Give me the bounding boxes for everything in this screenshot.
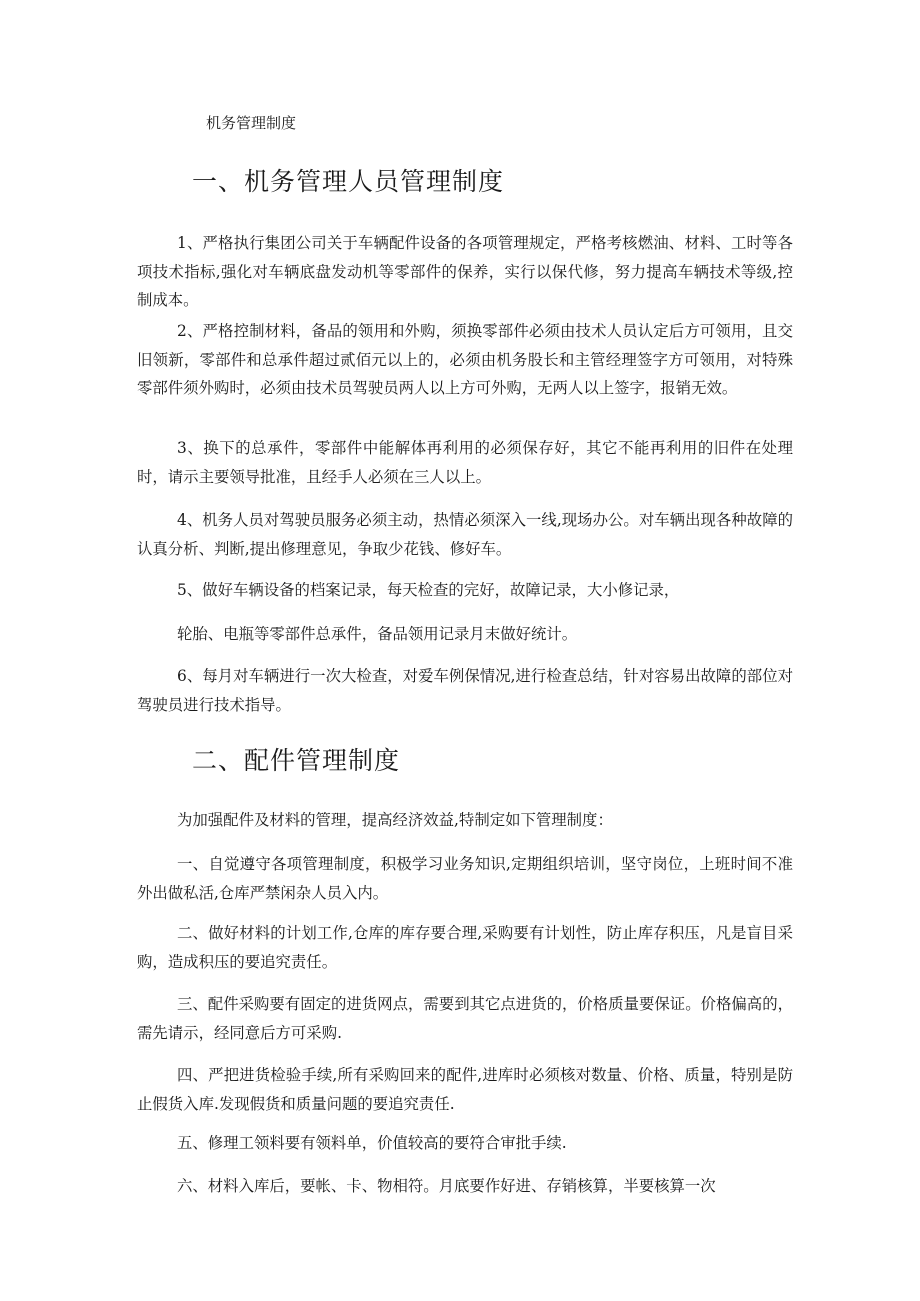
section-1-heading: 一、机务管理人员管理制度 [192,167,505,196]
section-1-item-6: 6、每月对车辆进行一次大检查，对爱车例保情况,进行检查总结，针对容易出故障的部位对驾驶员进行技术指导。 [137,667,793,714]
section-2-intro: 为加强配件及材料的管理，提高经济效益,特制定如下管理制度： [177,811,613,829]
section-1-item-1: 1、严格执行集团公司关于车辆配件设备的各项管理规定，严格考核燃油、材料、工时等各项技术指标,强化对车辆底盘发动机等零部件的保养，实行以保代修，努力提高车辆技术等级,控制成本。 [137,234,793,309]
section-1-item-5: 5、做好车辆设备的档案记录，每天检查的完好，故障记录，大小修记录， [177,581,680,599]
section-1-item-3: 3、换下的总承件，零部件中能解体再利用的必须保存好，其它不能再利用的旧件在处理时，请示主要领导批准，且经手人必须在三人以上。 [137,439,793,486]
section-2-item-5: 五、修理工领料要有领料单，价值较高的要符合审批手续. [177,1134,567,1152]
section-2-item-1: 一、自觉遵守各项管理制度，积极学习业务知识,定期组织培训，坚守岗位，上班时间不准外出做私活,仓库严禁闲杂人员入内。 [137,855,793,902]
section-1-item-2: 2、严格控制材料，备品的领用和外购，须换零部件必须由技术人员认定后方可领用，且交旧领新，零部件和总承件超过贰佰元以上的，必须由机务股长和主管经理签字方可领用，对特殊零部件须外购时，必须由技术员驾驶员两人以上方可外购，无两人以上签字，报销无效。 [137,322,793,397]
section-2-item-4: 四、严把进货检验手续,所有采购回来的配件,进库时必须核对数量、价格、质量，特别是防止假货入库.发现假货和质量问题的要追究责任. [137,1066,793,1113]
document-title: 机务管理制度 [206,114,297,132]
section-2-item-2: 二、做好材料的计划工作,仓库的库存要合理,采购要有计划性，防止库存积压，凡是盲目采购，造成积压的要追究责任。 [137,924,793,971]
section-2-item-6: 六、材料入库后，要帐、卡、物相符。月底要作好进、存销核算，半要核算一次 [177,1177,716,1195]
section-2-heading: 二、配件管理制度 [192,746,401,775]
section-1-item-4: 4、机务人员对驾驶员服务必须主动，热情必须深入一线,现场办公。对车辆出现各种故障的认真分析、判断,提出修理意见，争取少花钱、修好车。 [137,511,793,558]
section-2-item-3: 三、配件采购要有固定的进货网点，需要到其它点进货的，价格质量要保证。价格偏高的，需先请示，经同意后方可采购. [137,995,793,1042]
section-1-item-5-cont: 轮胎、电瓶等零部件总承件，备品领用记录月末做好统计。 [177,625,578,643]
